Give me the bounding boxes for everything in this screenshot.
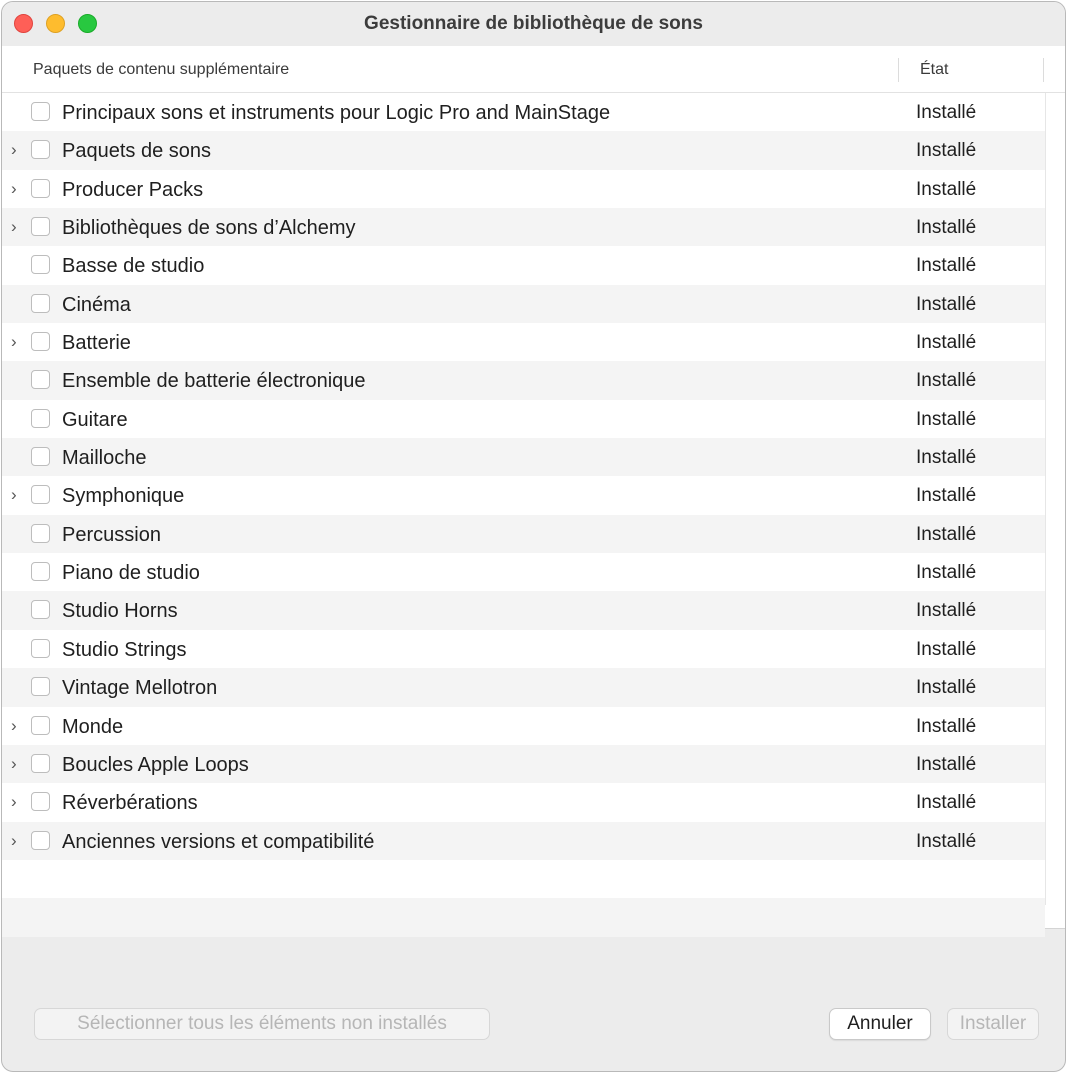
table-row[interactable] (2, 323, 1045, 361)
row-checkbox[interactable] (31, 409, 50, 428)
row-label: Percussion (62, 523, 161, 546)
row-checkbox[interactable] (31, 370, 50, 389)
table-row[interactable] (2, 93, 1045, 131)
row-state: Installé (916, 447, 977, 469)
row-checkbox[interactable] (31, 102, 50, 121)
row-label: Monde (62, 715, 124, 738)
row-checkbox[interactable] (31, 485, 50, 504)
row-checkbox[interactable] (31, 677, 50, 696)
row-label: Batterie (62, 332, 131, 355)
table-row[interactable] (2, 131, 1045, 169)
table-row[interactable] (2, 745, 1045, 783)
row-checkbox[interactable] (31, 294, 50, 313)
chevron-right-icon[interactable]: › (11, 715, 17, 735)
row-checkbox[interactable] (31, 332, 50, 351)
chevron-right-icon[interactable]: › (11, 485, 17, 505)
table-row[interactable] (2, 591, 1045, 629)
chevron-right-icon[interactable]: › (11, 217, 17, 237)
table-row[interactable] (2, 707, 1045, 745)
table-rows (2, 93, 1045, 905)
row-state: Installé (916, 485, 977, 507)
table-row[interactable] (2, 783, 1045, 821)
title-bar (2, 2, 1065, 46)
table-row[interactable] (2, 668, 1045, 706)
table-row[interactable] (2, 822, 1045, 860)
column-separator (1043, 58, 1044, 82)
table-row (2, 898, 1045, 936)
row-state: Installé (916, 600, 977, 622)
row-label: Studio Strings (62, 638, 187, 661)
row-label: Cinéma (62, 293, 131, 316)
row-checkbox[interactable] (31, 179, 50, 198)
row-label: Ensemble de batterie électronique (62, 370, 366, 393)
window-title: Gestionnaire de bibliothèque de sons (364, 13, 703, 34)
row-state: Installé (916, 370, 977, 392)
chevron-right-icon[interactable]: › (11, 792, 17, 812)
row-checkbox[interactable] (31, 447, 50, 466)
table-row[interactable] (2, 553, 1045, 591)
row-checkbox[interactable] (31, 754, 50, 773)
column-separator (898, 58, 899, 82)
table-row[interactable] (2, 361, 1045, 399)
row-checkbox[interactable] (31, 639, 50, 658)
row-state: Installé (916, 677, 977, 699)
chevron-right-icon[interactable]: › (11, 332, 17, 352)
table-row (2, 860, 1045, 898)
table-row[interactable] (2, 246, 1045, 284)
row-state: Installé (916, 830, 977, 852)
select-all-uninstalled-button[interactable]: Sélectionner tous les éléments non installés (34, 1008, 490, 1040)
row-state: Installé (916, 753, 977, 775)
row-checkbox[interactable] (31, 140, 50, 159)
row-label: Symphonique (62, 485, 185, 508)
row-label: Producer Packs (62, 178, 204, 201)
content-table (2, 46, 1065, 929)
row-checkbox[interactable] (31, 524, 50, 543)
row-state: Installé (916, 293, 977, 315)
table-row[interactable] (2, 438, 1045, 476)
row-state: Installé (916, 102, 977, 123)
row-checkbox[interactable] (31, 255, 50, 274)
row-state: Installé (916, 332, 977, 354)
row-state: Installé (916, 523, 977, 545)
sound-library-manager-window (1, 1, 1066, 1072)
install-button[interactable]: Installer (947, 1008, 1039, 1040)
table-row[interactable] (2, 400, 1045, 438)
row-state: Installé (916, 562, 977, 584)
scrollbar[interactable] (1045, 93, 1046, 905)
row-label: Boucles Apple Loops (62, 753, 249, 776)
row-label: Basse de studio (62, 255, 205, 278)
row-label: Piano de studio (62, 562, 200, 585)
table-row[interactable] (2, 515, 1045, 553)
row-label: Mailloche (62, 447, 147, 470)
row-state: Installé (916, 408, 977, 430)
row-checkbox[interactable] (31, 792, 50, 811)
row-label: Anciennes versions et compatibilité (62, 830, 375, 853)
row-label: Principaux sons et instruments pour Logic Pro and MainStage (62, 102, 611, 124)
column-header-state[interactable]: État (920, 61, 949, 78)
table-row[interactable] (2, 208, 1045, 246)
row-label: Paquets de sons (62, 140, 211, 163)
row-label: Vintage Mellotron (62, 677, 218, 700)
chevron-right-icon[interactable]: › (11, 830, 17, 850)
row-state: Installé (916, 638, 977, 660)
row-label: Studio Horns (62, 600, 178, 623)
row-state: Installé (916, 217, 977, 239)
chevron-right-icon[interactable]: › (11, 753, 17, 773)
row-state: Installé (916, 255, 977, 277)
row-checkbox[interactable] (31, 562, 50, 581)
chevron-right-icon[interactable]: › (11, 178, 17, 198)
row-state: Installé (916, 715, 977, 737)
row-checkbox[interactable] (31, 217, 50, 236)
chevron-right-icon[interactable]: › (11, 140, 17, 160)
row-state: Installé (916, 140, 977, 162)
row-label: Guitare (62, 408, 128, 431)
cancel-button[interactable]: Annuler (829, 1008, 931, 1040)
row-label: Réverbérations (62, 792, 198, 815)
row-state: Installé (916, 178, 977, 200)
table-header (2, 46, 1065, 93)
row-state: Installé (916, 792, 977, 814)
column-header-name[interactable]: Paquets de contenu supplémentaire (33, 61, 290, 78)
row-checkbox[interactable] (31, 831, 50, 850)
row-label: Bibliothèques de sons d’Alchemy (62, 217, 356, 240)
row-checkbox[interactable] (31, 600, 50, 619)
table-row[interactable] (2, 476, 1045, 514)
row-checkbox[interactable] (31, 716, 50, 735)
table-row[interactable] (2, 170, 1045, 208)
table-row[interactable] (2, 285, 1045, 323)
table-row[interactable] (2, 630, 1045, 668)
